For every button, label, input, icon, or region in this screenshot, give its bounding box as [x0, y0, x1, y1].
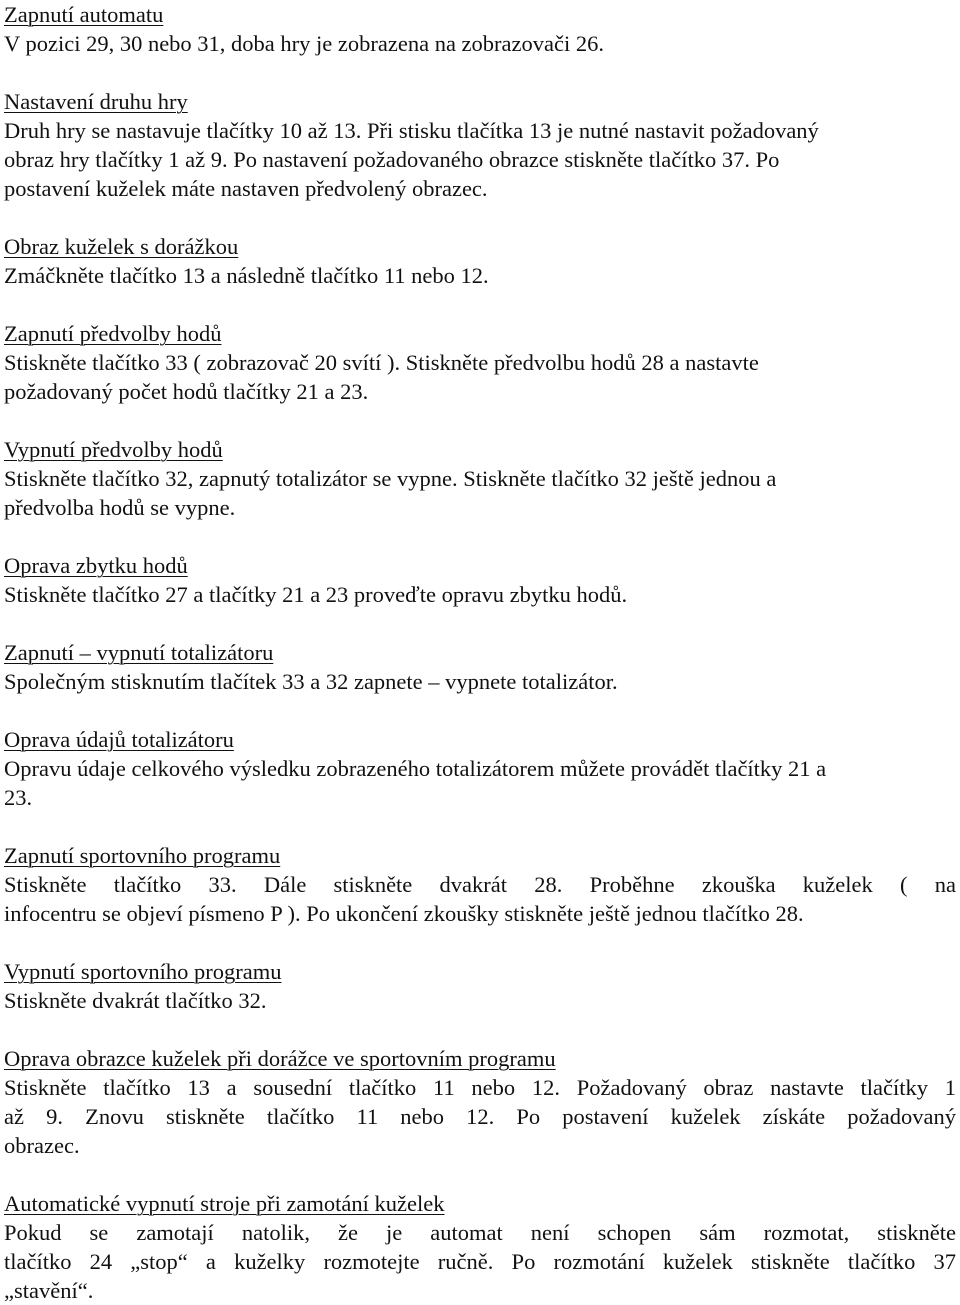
- section-zapnuti-automatu: [4, 0, 956, 58]
- spacer: [4, 1015, 956, 1044]
- paragraph-line: Pokud se zamotají natolik, že je automat není schopen sám rozmotat, stiskněte: [4, 1220, 956, 1245]
- spacer: [4, 522, 956, 551]
- paragraph-line: Zmáčkněte tlačítko 13 a následně tlačítko 11 nebo 12.: [4, 263, 489, 288]
- spacer: [4, 696, 956, 725]
- section-heading: Vypnutí předvolby hodů: [4, 437, 223, 462]
- paragraph-line: 23.: [4, 785, 33, 810]
- paragraph-line: infocentru se objeví písmeno P ). Po ukončení zkoušky stiskněte ještě jednou tlačítko 28.: [4, 901, 804, 926]
- section-heading: Zapnutí – vypnutí totalizátoru: [4, 640, 274, 665]
- section-heading: Oprava zbytku hodů: [4, 553, 188, 578]
- section-automaticke-vypnuti-stroje: [4, 1189, 956, 1305]
- paragraph-line: obraz hry tlačítky 1 až 9. Po nastavení požadovaného obrazce stiskněte tlačítko 37. Po: [4, 147, 780, 172]
- section-nastaveni-druhu-hry: [4, 87, 956, 203]
- paragraph-line: Stiskněte tlačítko 27 a tlačítky 21 a 23 proveďte opravu zbytku hodů.: [4, 582, 628, 607]
- paragraph-line: obrazec.: [4, 1133, 80, 1158]
- section-vypnuti-sportovniho-programu: [4, 957, 956, 1015]
- section-heading: Oprava údajů totalizátoru: [4, 727, 234, 752]
- paragraph-line: Stiskněte dvakrát tlačítko 32.: [4, 988, 267, 1013]
- paragraph-line: „stavění“.: [4, 1278, 94, 1303]
- paragraph-line: postavení kuželek máte nastaven předvolený obrazec.: [4, 176, 488, 201]
- paragraph-line: Stiskněte tlačítko 13 a sousední tlačítko 11 nebo 12. Požadovaný obraz nastavte tlačítky 1: [4, 1075, 956, 1100]
- section-zapnuti-predvolby-hodu: [4, 319, 956, 406]
- spacer: [4, 928, 956, 957]
- section-heading: Zapnutí sportovního programu: [4, 843, 281, 868]
- paragraph-line: Stiskněte tlačítko 32, zapnutý totalizátor se vypne. Stiskněte tlačítko 32 ještě jednou a: [4, 466, 777, 491]
- paragraph-line: až 9. Znovu stiskněte tlačítko 11 nebo 12. Po postavení kuželek získáte požadovaný: [4, 1104, 956, 1129]
- spacer: [4, 812, 956, 841]
- section-heading: Zapnutí automatu: [4, 2, 164, 27]
- paragraph-line: Společným stisknutím tlačítek 33 a 32 zapnete – vypnete totalizátor.: [4, 669, 618, 694]
- paragraph-line: Opravu údaje celkového výsledku zobrazeného totalizátorem můžete provádět tlačítky 21 a: [4, 756, 827, 781]
- section-zapnuti-vypnuti-totalizatoru: [4, 638, 956, 696]
- section-heading: Zapnutí předvolby hodů: [4, 321, 222, 346]
- spacer: [4, 406, 956, 435]
- section-oprava-zbytku-hodu: [4, 551, 956, 609]
- section-zapnuti-sportovniho-programu: [4, 841, 956, 928]
- paragraph-line: V pozici 29, 30 nebo 31, doba hry je zobrazena na zobrazovači 26.: [4, 31, 604, 56]
- document-page: [4, 0, 956, 1305]
- paragraph-line: tlačítko 24 „stop“ a kuželky rozmotejte ručně. Po rozmotání kuželek stiskněte tlačítko 37: [4, 1249, 956, 1274]
- paragraph-line: Druh hry se nastavuje tlačítky 10 až 13. Při stisku tlačítka 13 je nutné nastavit požadovaný: [4, 118, 819, 143]
- spacer: [4, 290, 956, 319]
- section-heading: Automatické vypnutí stroje při zamotání kuželek: [4, 1191, 445, 1216]
- section-obraz-kuzelek-s-dorazkou: [4, 232, 956, 290]
- spacer: [4, 609, 956, 638]
- spacer: [4, 58, 956, 87]
- section-vypnuti-predvolby-hodu: [4, 435, 956, 522]
- paragraph-line: Stiskněte tlačítko 33 ( zobrazovač 20 svítí ). Stiskněte předvolbu hodů 28 a nastavte: [4, 350, 759, 375]
- spacer: [4, 203, 956, 232]
- paragraph-line: předvolba hodů se vypne.: [4, 495, 236, 520]
- section-heading: Oprava obrazce kuželek při dorážce ve sportovním programu: [4, 1046, 556, 1071]
- paragraph-line: Stiskněte tlačítko 33. Dále stiskněte dvakrát 28. Proběhne zkouška kuželek ( na: [4, 872, 956, 897]
- section-oprava-obrazce-kuzelek: [4, 1044, 956, 1160]
- section-heading: Vypnutí sportovního programu: [4, 959, 282, 984]
- section-heading: Nastavení druhu hry: [4, 89, 188, 114]
- section-oprava-udaju-totalizatoru: [4, 725, 956, 812]
- section-heading: Obraz kuželek s dorážkou: [4, 234, 239, 259]
- spacer: [4, 1160, 956, 1189]
- paragraph-line: požadovaný počet hodů tlačítky 21 a 23.: [4, 379, 369, 404]
